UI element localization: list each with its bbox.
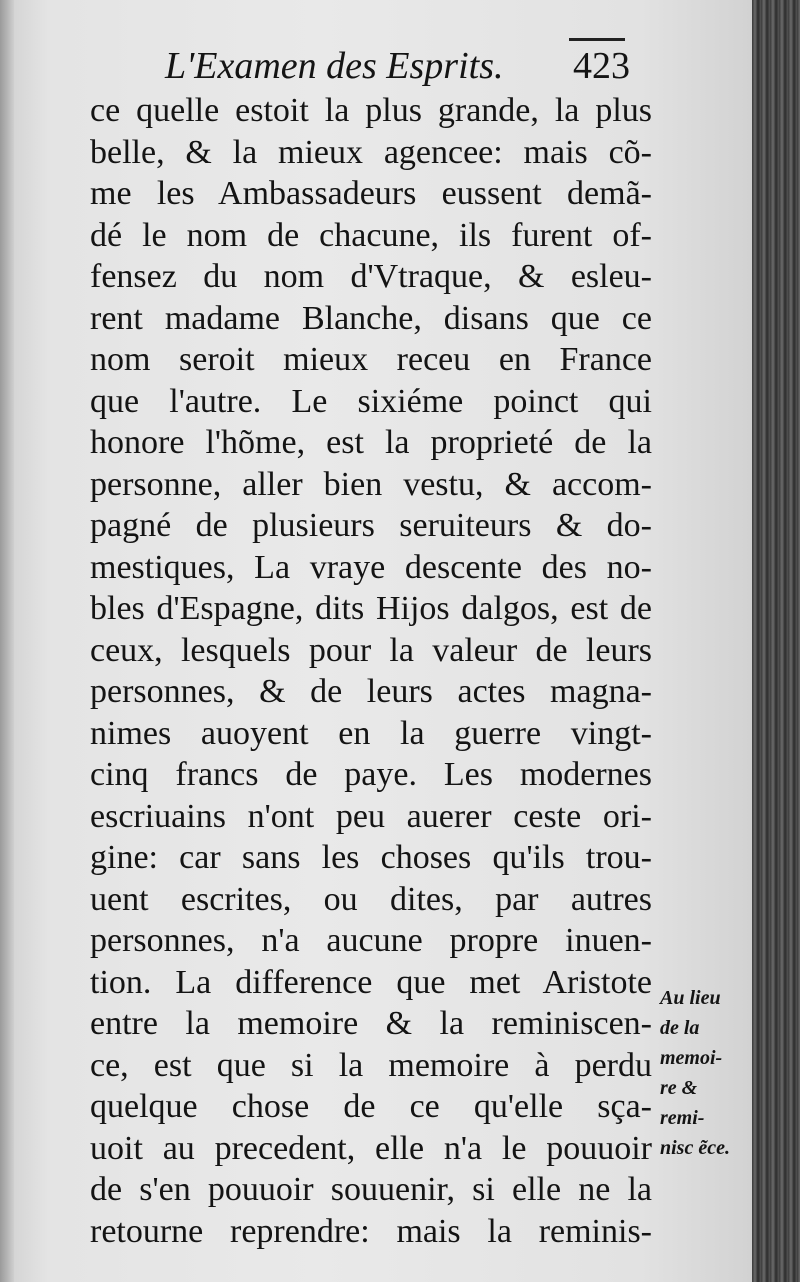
text-line: dé le nom de chacune, ils furent of- [90,216,652,254]
margin-note-line: de la [660,1017,700,1039]
text-line: belle, & la mieux agencee: mais cõ- [90,133,652,171]
text-line: fensez du nom d'Vtraque, & esleu- [90,258,652,295]
text-line: gine: car sans les choses qu'ils trou- [90,839,652,876]
text-line: entre la memoire & la reminiscen- [90,1005,652,1042]
text-line: rent madame Blanche, disans que ce [90,299,652,337]
margin-note [660,983,770,1163]
page-header [165,44,635,88]
text-line: nimes auoyent en la guerre vingt- [90,714,652,752]
header-rule [569,38,625,41]
text-line: pagné de plusieurs seruiteurs & do- [90,507,652,544]
text-line: escriuains n'ont peu auerer ceste ori- [90,797,652,835]
margin-note-line: nisc ẽce. [660,1137,730,1159]
body-text [90,90,652,1252]
running-title: L'Examen des Esprits. [165,45,504,87]
text-line: personnes, n'a aucune propre inuen- [90,922,652,959]
text-line: mestiques, La vraye descente des no- [90,548,652,586]
text-line: de s'en pouuoir souuenir, si elle ne la [90,1171,652,1208]
text-line: uent escrites, ou dites, par autres [90,880,652,918]
margin-note-line: re & [660,1077,698,1099]
text-line: quelque chose de ce qu'elle sça- [90,1088,652,1125]
text-line: tion. La difference que met Aristote [90,963,652,1001]
margin-note-line: Au lieu [660,987,721,1009]
text-line: ceux, lesquels pour la valeur de leurs [90,631,652,669]
text-line: personnes, & de leurs actes magna- [90,673,652,710]
page-gutter [0,0,14,1282]
margin-note-line: memoi- [660,1047,723,1069]
text-line: que l'autre. Le sixiéme poinct qui [90,382,652,420]
text-line: ce quelle estoit la plus grande, la plus [90,92,652,129]
margin-note-line: remi- [660,1107,705,1129]
text-line: nom seroit mieux receu en France [90,341,652,378]
text-line: cinq francs de paye. Les modernes [90,756,652,793]
text-line: uoit au precedent, elle n'a le pouuoir [90,1129,652,1167]
text-line: ce, est que si la memoire à perdu [90,1046,652,1084]
text-line: me les Ambassadeurs eussent demã- [90,175,652,212]
page-number: 423 [573,45,630,87]
text-line: bles d'Espagne, dits Hijos dalgos, est de [90,590,652,627]
text-line: honore l'hõme, est la proprieté de la [90,424,652,461]
text-line: retourne reprendre: mais la reminis- [90,1212,652,1250]
text-line: personne, aller bien vestu, & accom- [90,465,652,503]
